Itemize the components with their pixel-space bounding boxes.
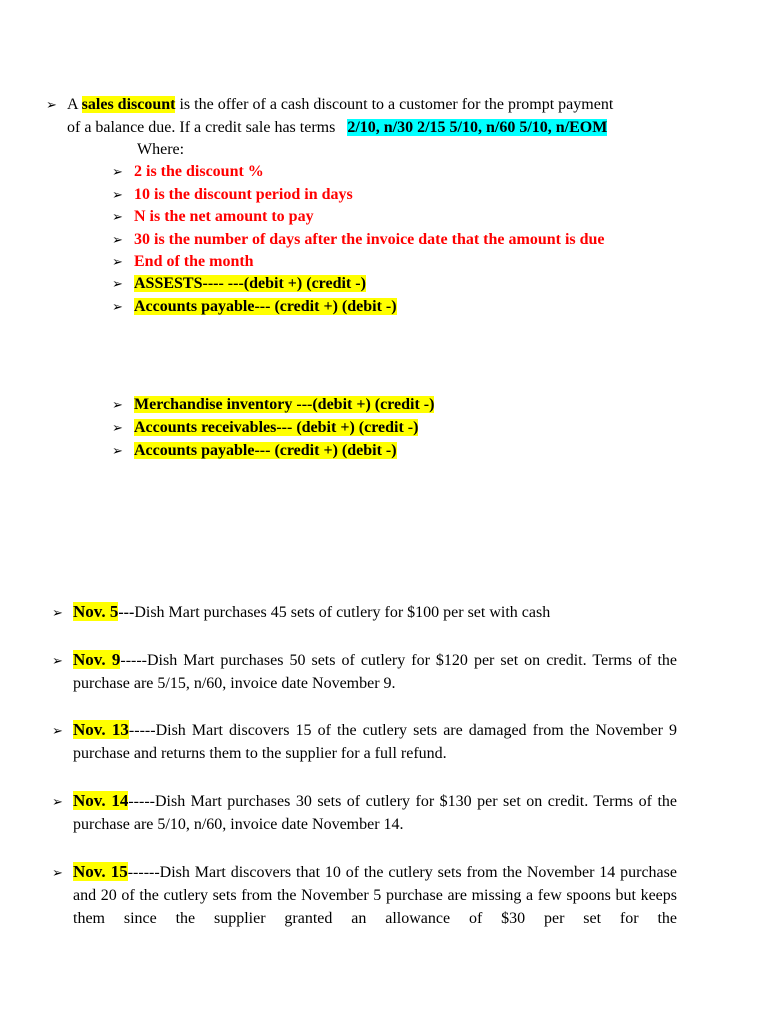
sales-discount-term: sales discount <box>81 96 176 113</box>
bullet-arrow-icon: ➢ <box>52 865 63 880</box>
rule-text: ASSESTS---- ---(debit +) (credit -) <box>134 275 366 292</box>
transaction-text: Dish Mart purchases 45 sets of cutlery for $100 per set with cash <box>134 604 551 621</box>
rule-text: Merchandise inventory ---(debit +) (credit -) <box>134 396 435 413</box>
transaction-nov-15 <box>73 860 677 930</box>
transaction-date: Nov. 5 <box>73 602 119 621</box>
transaction-dashes: --- <box>118 604 135 621</box>
intro-line-2 <box>67 116 607 139</box>
transaction-nov-5 <box>73 600 677 624</box>
definition-text: N is the net amount to pay <box>134 208 314 225</box>
bullet-arrow-icon: ➢ <box>112 232 123 247</box>
bullet-arrow-icon: ➢ <box>52 653 63 668</box>
definition-item <box>112 205 314 228</box>
bullet-arrow-icon: ➢ <box>112 187 123 202</box>
bullet-arrow-icon: ➢ <box>52 605 63 620</box>
transaction-text: Dish Mart discovers that 10 of the cutlery sets from the November 14 purchase and 20 of the cutlery sets from the November 5 purchase are missing a few spoons but keeps them since the supplier granted an allowance of $30 per set for the <box>73 864 677 927</box>
transaction-dashes: ----- <box>120 652 147 669</box>
bullet-arrow-icon: ➢ <box>112 443 123 458</box>
bullet-arrow-icon: ➢ <box>52 794 63 809</box>
rule-item <box>112 393 434 416</box>
definition-item <box>112 250 254 273</box>
transaction-text: Dish Mart discovers 15 of the cutlery sets are damaged from the November 9 purchase and returns them to the supplier for a full refund. <box>73 722 678 762</box>
bullet-arrow-icon: ➢ <box>112 209 123 224</box>
where-label: Where: <box>137 141 185 158</box>
definition-text: 10 is the discount period in days <box>134 186 353 203</box>
transaction-date: Nov. 15 <box>73 862 128 881</box>
rule-item <box>112 295 397 318</box>
bullet-arrow-icon: ➢ <box>112 276 123 291</box>
terms-examples: 2/10, n/30 2/15 5/10, n/60 5/10, n/EOM <box>347 119 608 136</box>
transaction-text: Dish Mart purchases 30 sets of cutlery for $130 per set on credit. Terms of the purchase are 5/10, n/60, invoice date November 14. <box>73 793 677 833</box>
intro-line-1 <box>67 93 613 116</box>
bullet-arrow-icon: ➢ <box>112 254 123 269</box>
definition-text: 30 is the number of days after the invoice date that the amount is due <box>134 231 605 248</box>
transaction-nov-14 <box>73 789 677 836</box>
definition-item <box>112 183 353 206</box>
rule-item <box>112 439 397 462</box>
transaction-date: Nov. 14 <box>73 791 129 810</box>
definition-item <box>112 160 264 183</box>
rule-text: Accounts payable--- (credit +) (debit -) <box>134 442 397 459</box>
transaction-dashes: ----- <box>128 722 156 739</box>
transaction-nov-9 <box>73 648 677 695</box>
definition-text: 2 is the discount % <box>134 163 264 180</box>
bullet-arrow-icon: ➢ <box>52 723 63 738</box>
transaction-dashes: ----- <box>128 793 155 810</box>
definition-text: End of the month <box>134 253 254 270</box>
intro-line1-text: is the offer of a cash discount to a customer for the prompt payment <box>179 96 614 113</box>
rule-item <box>112 272 366 295</box>
intro-word-a: A <box>67 96 78 113</box>
rule-item <box>112 416 418 439</box>
transaction-text: Dish Mart purchases 50 sets of cutlery for $120 per set on credit. Terms of the purchase are 5/15, n/60, invoice date November 9. <box>73 652 677 692</box>
rule-text: Accounts payable--- (credit +) (debit -) <box>134 298 397 315</box>
bullet-arrow-icon: ➢ <box>112 299 123 314</box>
bullet-arrow-icon: ➢ <box>112 397 123 412</box>
transaction-nov-13 <box>73 718 677 765</box>
rule-text: Accounts receivables--- (debit +) (credit -) <box>134 419 419 436</box>
bullet-arrow-icon: ➢ <box>46 97 57 112</box>
definition-item <box>112 228 605 251</box>
bullet-arrow-icon: ➢ <box>112 420 123 435</box>
bullet-arrow-icon: ➢ <box>112 164 123 179</box>
transaction-date: Nov. 13 <box>73 720 129 739</box>
transaction-date: Nov. 9 <box>73 650 121 669</box>
intro-line2-text: of a balance due. If a credit sale has terms <box>67 119 336 136</box>
transaction-dashes: ------ <box>127 864 160 881</box>
